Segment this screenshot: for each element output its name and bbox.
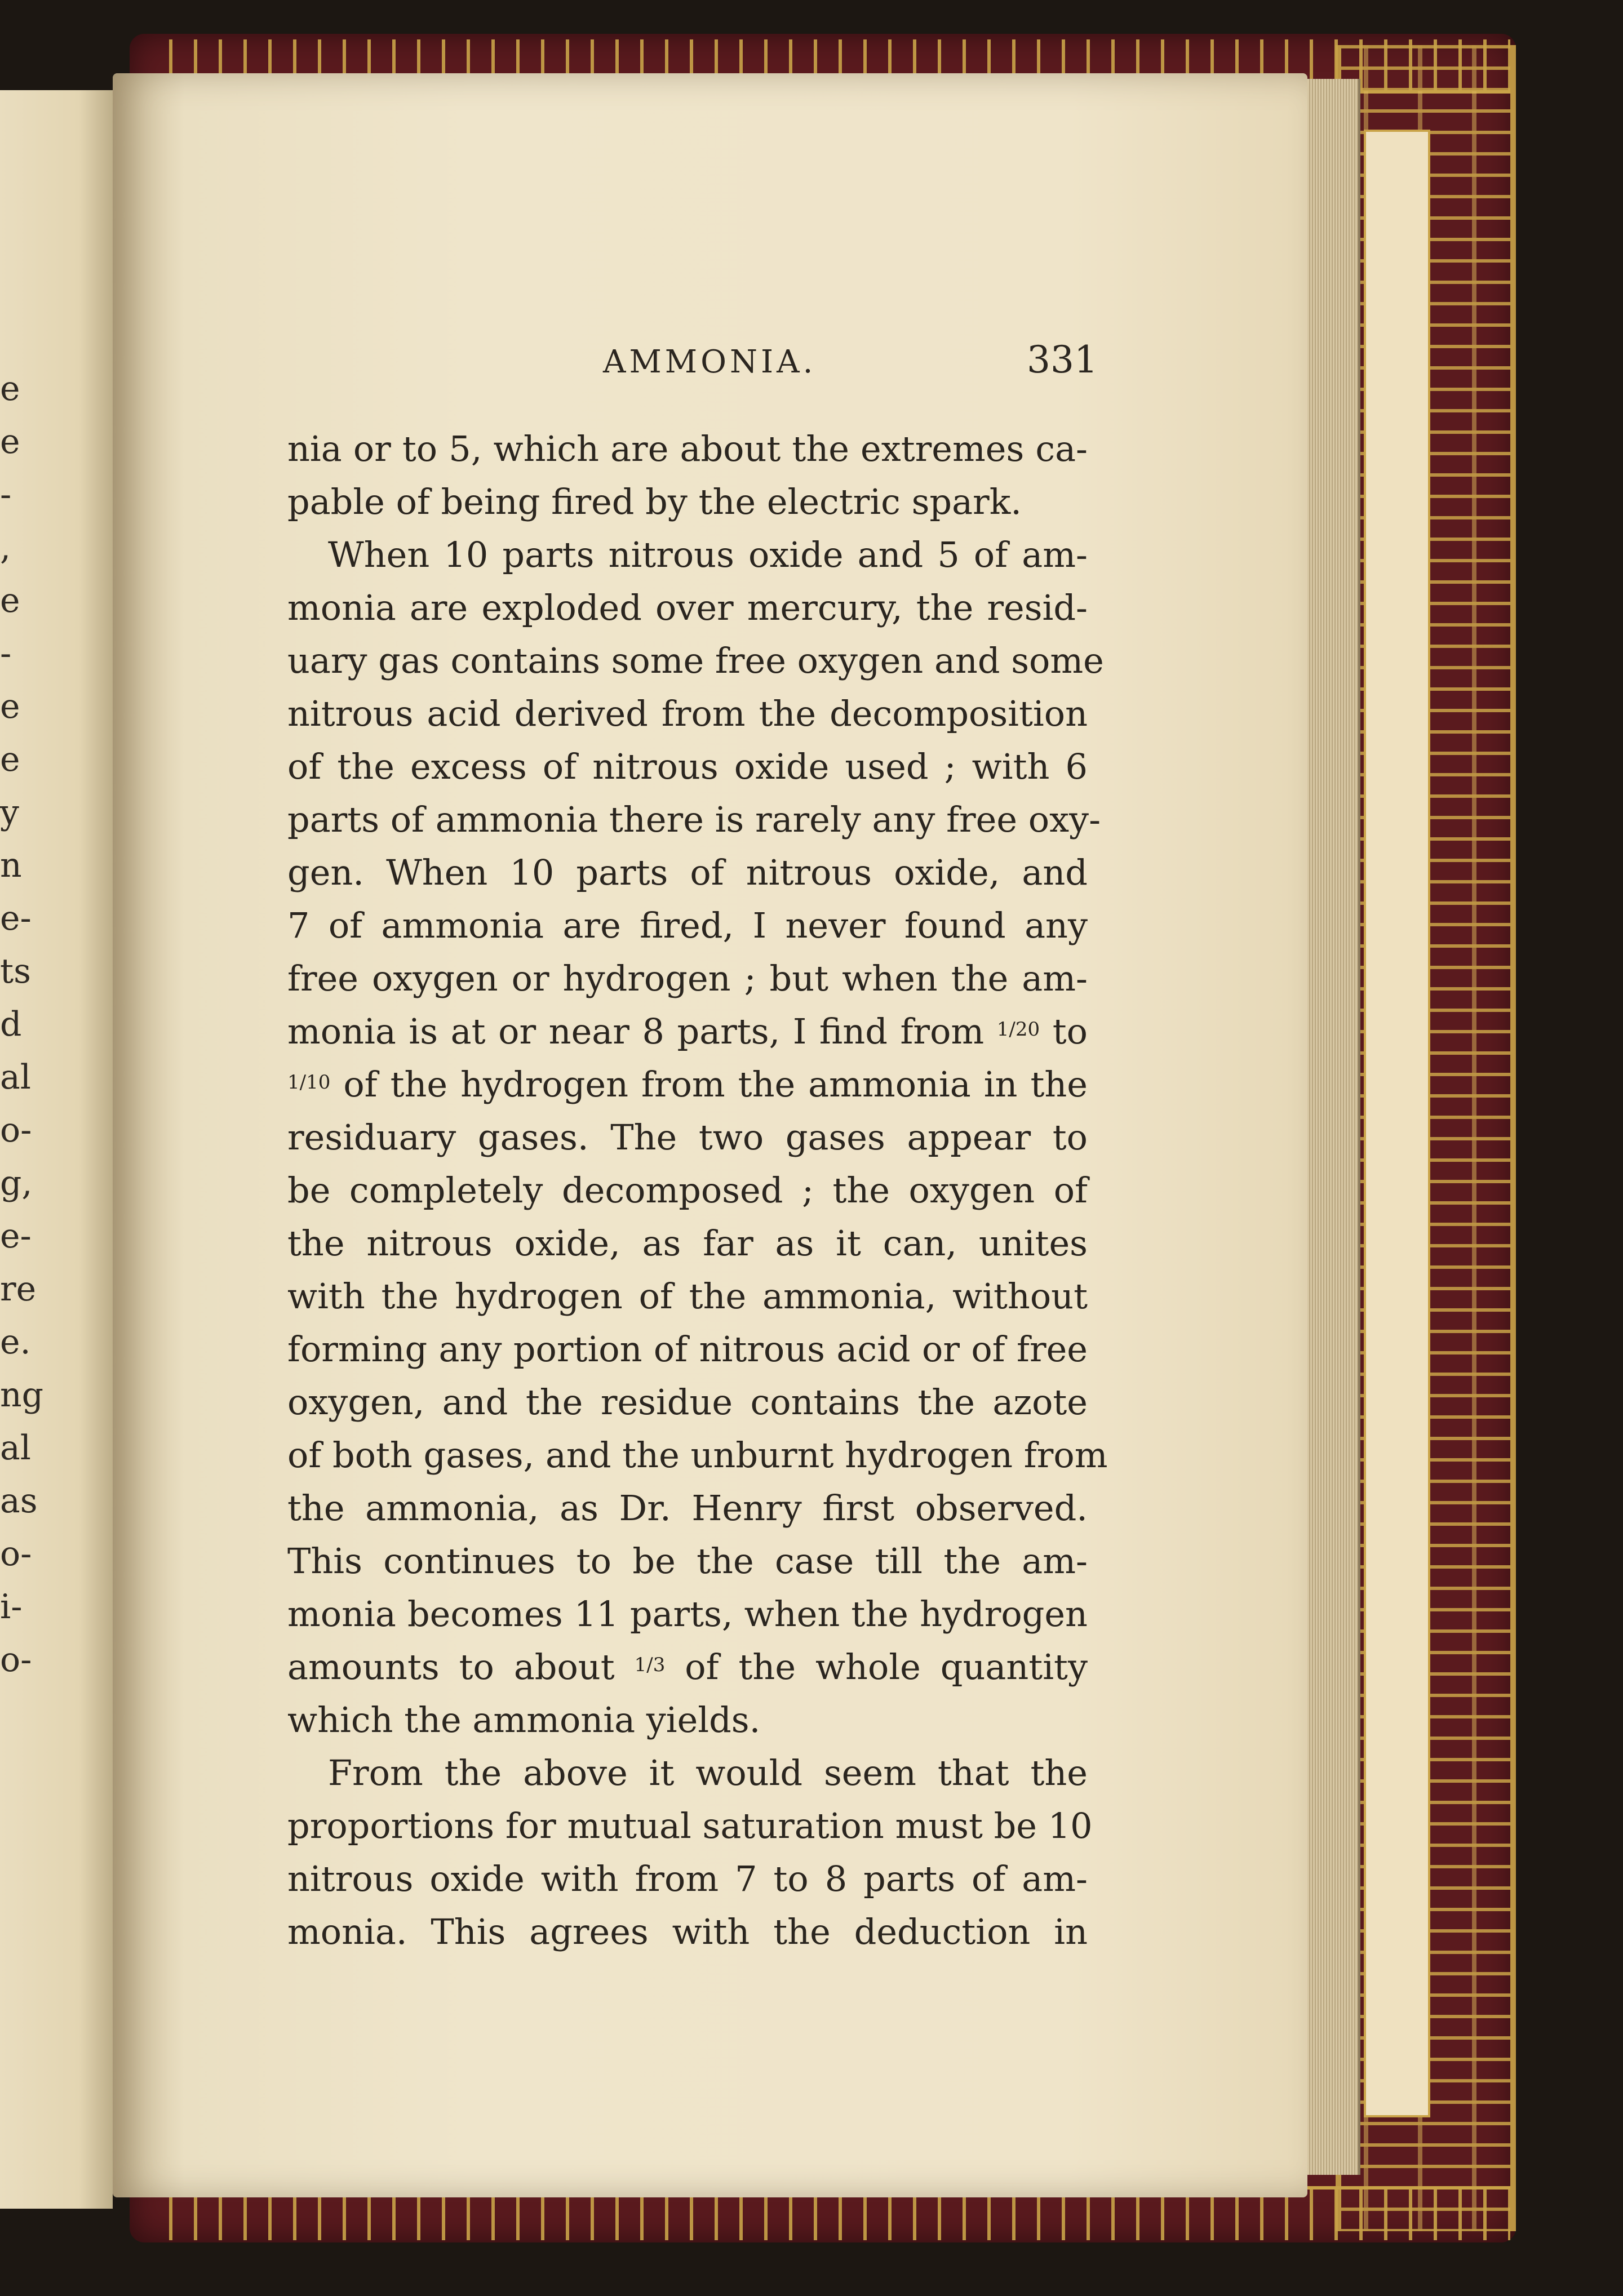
left-page-fragment: e [0,369,20,408]
left-page-fragment: al [0,1428,31,1468]
left-page-fragment: n [0,846,22,885]
text-line: residuary gases. The two gases appear to [287,1117,1088,1158]
left-page-fragment: e- [0,1216,32,1256]
text-line: be completely decomposed ; the oxygen of [287,1170,1088,1211]
body-text [287,423,1108,1959]
left-page-fragment: re [0,1269,37,1309]
right-page [113,73,1307,2197]
left-page-fragment: e- [0,899,32,938]
text-line: parts of ammonia there is rarely any free oxy- [287,799,1101,840]
text-segment: of the whole quantity [685,1646,1088,1687]
text-line: of both gases, and the unburnt hydrogen from [287,1435,1108,1476]
left-page-fragment: o- [0,1111,32,1150]
text-line-with-fraction [287,1641,1088,1694]
text-line: proportions for mutual saturation must be 10 [287,1805,1093,1846]
left-page-fragment: o- [0,1640,32,1680]
text-line: When 10 parts nitrous oxide and 5 of am- [328,534,1088,575]
page-number: 331 [1027,338,1098,381]
left-page-fragment: e. [0,1322,31,1362]
left-page-fragment: , [0,528,11,567]
fraction-one-twentieth: 1/20 [996,1018,1040,1041]
left-page-fragment: o- [0,1534,32,1574]
text-line: the nitrous oxide, as far as it can, unites [287,1223,1088,1264]
text-line: This continues to be the case till the am- [287,1540,1088,1582]
text-line: forming any portion of nitrous acid or of free [287,1329,1088,1370]
left-page-fragment: g, [0,1163,33,1203]
left-page-fragment: d [0,1005,22,1044]
text-line: monia becomes 11 parts, when the hydrogen [287,1593,1088,1635]
left-page-fragment: as [0,1481,38,1521]
text-line: with the hydrogen of the ammonia, without [287,1276,1088,1317]
text-segment: monia is at or near 8 parts, I find from [287,1011,985,1052]
text-line: nitrous oxide with from 7 to 8 parts of am- [287,1858,1088,1899]
left-page-fragment: i- [0,1587,23,1627]
text-line: pable of being fired by the electric spark. [287,481,1022,522]
left-page-fragment: ng [0,1375,44,1415]
left-page-fragment: ts [0,952,31,991]
text-line: oxygen, and the residue contains the azote [287,1382,1088,1423]
text-segment: to [1052,1011,1088,1052]
left-page-fragment: e [0,740,20,779]
left-page-fragment: y [0,793,19,832]
running-head: AMMONIA. [603,344,817,380]
text-line: which the ammonia yields. [287,1699,761,1740]
text-line: the ammonia, as Dr. Henry first observed. [287,1487,1088,1529]
left-page-fragment: al [0,1058,31,1097]
left-page-fragment: e [0,687,20,726]
left-page-fragment: - [0,634,12,673]
text-line-with-fraction [287,1005,1088,1058]
text-line: nia or to 5, which are about the extremes ca- [287,428,1088,469]
text-line: gen. When 10 parts of nitrous oxide, and [287,852,1088,893]
text-line: uary gas contains some free oxygen and some [287,640,1104,681]
endpaper-strip [1364,130,1430,2117]
left-page-fragment: e [0,422,20,461]
text-line: 7 of ammonia are fired, I never found any [287,905,1088,946]
fraction-one-tenth: 1/10 [287,1071,331,1094]
fraction-one-third: 1/3 [634,1654,666,1676]
text-line: of the excess of nitrous oxide used ; with 6 [287,746,1088,787]
text-line: monia are exploded over mercury, the resid- [287,587,1088,628]
text-segment: amounts to about [287,1646,615,1687]
left-page-fragment: - [0,475,12,514]
text-line: nitrous acid derived from the decomposition [287,693,1088,734]
left-page-fragment: e [0,581,20,620]
text-line: free oxygen or hydrogen ; but when the am- [287,958,1088,999]
text-line-with-fraction [287,1058,1088,1111]
text-line: monia. This agrees with the deduction in [287,1911,1088,1952]
text-segment: of the hydrogen from the ammonia in the [343,1064,1088,1105]
text-line: From the above it would seem that the [328,1752,1088,1793]
